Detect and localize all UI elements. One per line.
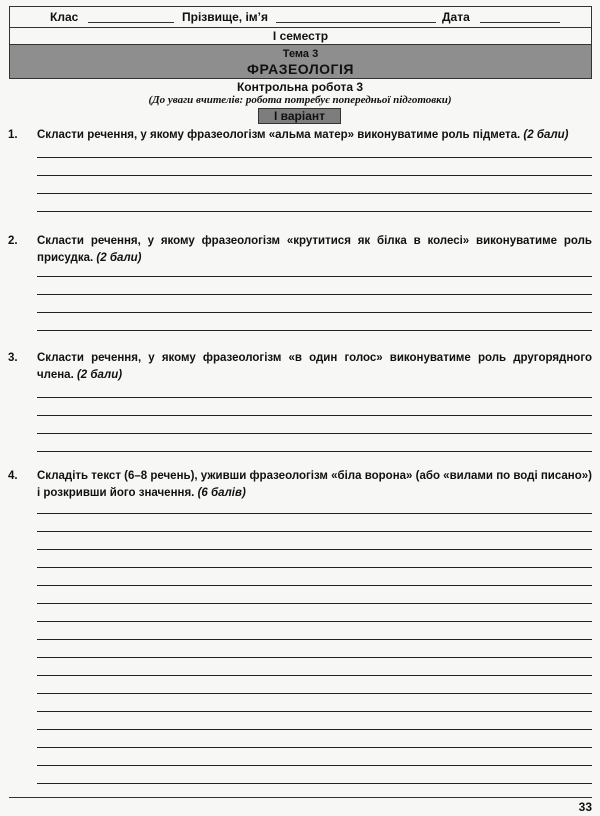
task-number: 2.: [8, 235, 18, 247]
task-text: Скласти речення, у якому фразеологізм «альма матер» виконуватиме роль підмета.: [37, 129, 521, 141]
task-number: 1.: [8, 129, 18, 141]
answer-line[interactable]: [37, 276, 592, 277]
answer-line[interactable]: [37, 603, 592, 604]
answer-line[interactable]: [37, 312, 592, 313]
answer-line[interactable]: [37, 747, 592, 748]
answer-line[interactable]: [37, 175, 592, 176]
task-points: (2 бали): [523, 129, 569, 141]
teacher-note: (До уваги вчителів: робота потребує попередньої підготовки): [148, 94, 452, 106]
answer-line[interactable]: [37, 157, 592, 158]
answer-line[interactable]: [37, 729, 592, 730]
footer-divider: [9, 797, 592, 798]
class-label: Клас: [50, 10, 79, 24]
answer-line[interactable]: [37, 765, 592, 766]
answer-line[interactable]: [37, 531, 592, 532]
topic-number: Тема 3: [282, 48, 319, 60]
answer-line[interactable]: [37, 397, 592, 398]
surname-field[interactable]: [276, 22, 436, 23]
task-text: Складіть текст (6–8 речень), уживши фразеологізм «біла ворона» (або «вилами по воді писано») і розкривши його значення.: [37, 470, 592, 499]
surname-label: Прізвище, ім’я: [182, 10, 269, 24]
answer-line[interactable]: [37, 639, 592, 640]
task-text: Скласти речення, у якому фразеологізм «в один голос» виконуватиме роль другорядного члена.: [37, 352, 592, 381]
variant-badge: І варіант: [258, 108, 341, 124]
student-info-header: [9, 6, 592, 28]
date-field[interactable]: [480, 22, 560, 23]
answer-line[interactable]: [37, 585, 592, 586]
task-points: (2 бали): [96, 252, 142, 264]
task-points: (6 балів): [197, 487, 246, 499]
task-text: Скласти речення, у якому фразеологізм «крутитися як білка в колесі» виконуватиме роль присудка.: [37, 235, 592, 264]
task-number: 4.: [8, 470, 18, 482]
answer-line[interactable]: [37, 567, 592, 568]
task-4: [8, 468, 592, 502]
answer-line[interactable]: [37, 549, 592, 550]
task-3: [8, 350, 592, 384]
answer-line[interactable]: [37, 711, 592, 712]
answer-line[interactable]: [37, 693, 592, 694]
topic-title: ФРАЗЕОЛОГІЯ: [247, 61, 354, 77]
answer-line[interactable]: [37, 193, 592, 194]
answer-line[interactable]: [37, 330, 592, 331]
answer-line[interactable]: [37, 675, 592, 676]
task-2: [8, 233, 592, 267]
task-1: [8, 127, 592, 144]
page-number: 33: [578, 800, 592, 814]
answer-line[interactable]: [37, 621, 592, 622]
answer-line[interactable]: [37, 211, 592, 212]
semester-title: І семестр: [9, 28, 592, 45]
topic-banner: [9, 45, 592, 79]
control-work-title: Контрольна робота 3: [236, 80, 364, 94]
answer-line[interactable]: [37, 415, 592, 416]
task-points: (2 бали): [76, 369, 123, 381]
class-field[interactable]: [88, 22, 174, 23]
answer-line[interactable]: [37, 513, 592, 514]
date-label: Дата: [442, 10, 470, 24]
answer-line[interactable]: [37, 433, 592, 434]
answer-line[interactable]: [37, 451, 592, 452]
answer-line[interactable]: [37, 657, 592, 658]
answer-line[interactable]: [37, 294, 592, 295]
task-number: 3.: [8, 352, 18, 364]
answer-line[interactable]: [37, 783, 592, 784]
